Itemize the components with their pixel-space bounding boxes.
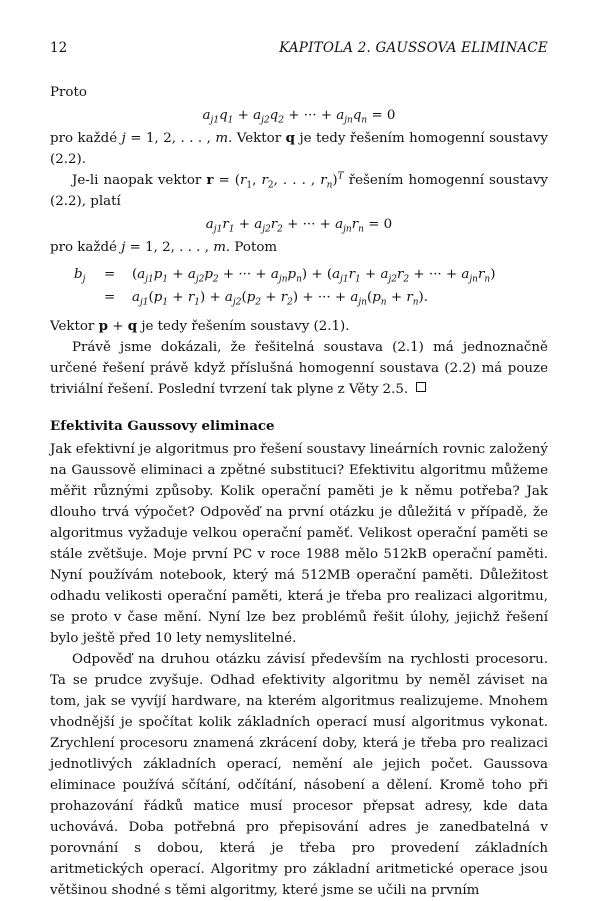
page-number: 12 xyxy=(50,40,68,56)
equation-aq: $a_{j1}q_1 + a_{j2}q_2$ + ··· + $a_{jn}q_n = 0$ xyxy=(202,108,396,126)
section-title: Efektivita Gaussovy eliminace xyxy=(50,418,275,434)
equation-bj-aligned xyxy=(74,264,548,310)
equation-ar: $a_{j1}r_1 + a_{j2}r_2$ + ··· + $a_{jn}r_n = 0$ xyxy=(205,217,393,235)
running-title: KAPITOLA 2. GAUSSOVA ELIMINACE xyxy=(279,40,548,56)
paragraph-vektor-pq: Vektor p + q je tedy řešením soustavy (2.1). xyxy=(50,318,350,334)
paragraph-efektivita-1: Jak efektivní je algoritmus pro řešení soustavy lineárních rovnic založený na Gaussově eliminaci a zpětné substituci? Efektivitu algoritmu můžeme měřit různými způsoby. Kolik operační paměti je k němu potřeba? Jak dlouho trvá výpočet? Odpověď na první otázku je důležitá v případě, že algoritmus vyžaduje velkou operační paměť. Velikost operační paměti se stále zvětšuje. Moje první PC v roce 1988 mělo 512kB operační paměti. Nyní používám notebook, který má 512MB operační paměti. Důležitost odhadu velikosti operační paměti, která je třeba pro realizaci algoritmu, se proto v čase mění. Nyní lze bez problémů řešit úlohy, jejichž řešení bylo ještě před 10 lety nemyslitelné. xyxy=(50,442,548,646)
page-body xyxy=(50,82,548,901)
paragraph-prave: Právě jsme dokázali, že řešitelná soustava (2.1) má jednoznačně určené řešení právě když příslušná homogenní soustava (2.2) má pouze triviální řešení. Poslední tvrzení tak plyne z Věty 2.5. xyxy=(50,340,548,397)
paragraph-proto: Proto xyxy=(50,85,87,100)
qed-square-icon xyxy=(416,382,426,392)
paragraph-forall-2: pro každé j = 1, 2, . . . , m. Potom xyxy=(50,240,278,255)
paragraph-naopak: Je-li naopak vektor $r = (r_1$, $r_2$, . . . , $r_n)^T$ řešením homogenní soustavy (2.2), platí xyxy=(50,171,548,209)
equation-bj-row-2: = $a_{j1}(p_1 + r_1) + a_{j2}(p_2 + r_2)$ + ··· + $a_{jn}(p_n + r_n)$. xyxy=(104,290,429,308)
page xyxy=(50,40,548,898)
equation-bj-row-1: $b_j = (a_{j1}p_1 + a_{j2}p_2$ + ··· + $a_{jn}p_n) + (a_{j1}r_1 + a_{j2}r_2$ + ··· + $a_{jn}r_n$) xyxy=(74,267,496,285)
paragraph-forall-1: pro každé j = 1, 2, . . . , m. Vektor q je tedy řešením homogenní soustavy (2.2). xyxy=(50,130,548,167)
paragraph-efektivita-2: Odpověď na druhou otázku závisí především na rychlosti procesoru. Ta se prudce zvyšuje. Odhad efektivity algoritmu by neměl záviset na tom, jak se vyvíjí hardware, na kterém algoritmus realizujeme. Mnohem vhodnější je spočítat kolik základních operací musí algoritmus vykonat. Zrychlení procesoru znamená zkrácení doby, která je třeba pro realizaci jednotlivých základních operací, nemění ale jejich počet. Gaussova eliminace používá sčítání, odčítání, násobení a dělení. Kromě toho při prohazování řádků matice musí procesor přepsat adresy, kde data uchovává. Doba potřebná pro přepisování adres je zanedbatelná v porovnání s dobou, která je třeba pro provedení základních aritmetických operací. Algoritmy pro základní aritmetické operace jsou většinou shodné s těmi algoritmy, které jsme se učili na prvním xyxy=(50,652,548,898)
running-header xyxy=(50,40,548,56)
